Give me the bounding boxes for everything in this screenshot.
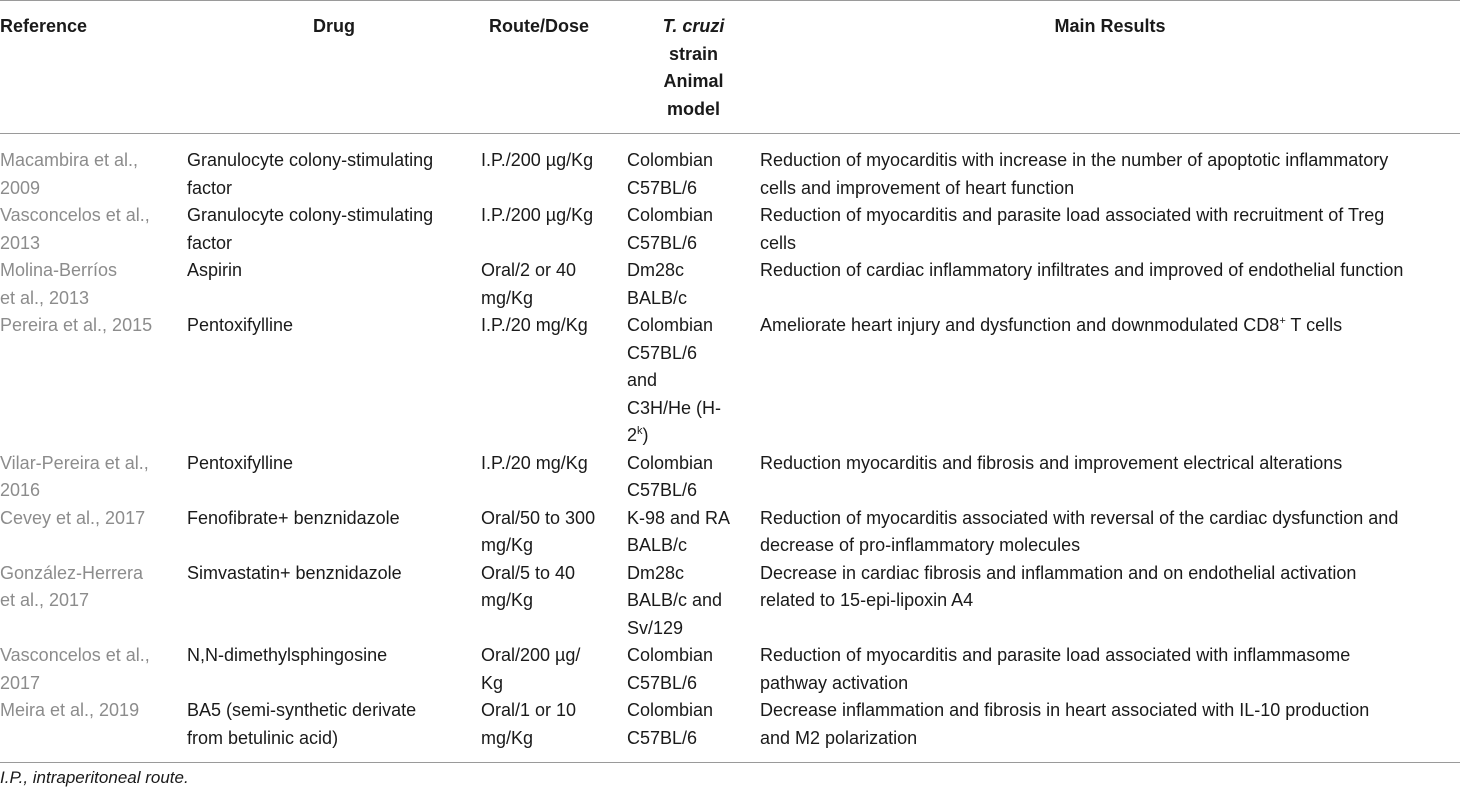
- cell-line: Reduction of myocarditis and parasite load associated with recruitment of Treg: [760, 205, 1385, 225]
- cell-line: Reduction of myocarditis and parasite load associated with inflammasome: [760, 645, 1351, 665]
- cell-line: Ameliorate heart injury and dysfunction and downmodulated CD8: [760, 315, 1280, 335]
- cell-line: Colombian: [627, 452, 714, 473]
- cell-line: C57BL/6: [627, 727, 698, 748]
- cell-line: Oral/2 or 40: [481, 260, 577, 280]
- cell-drug: [187, 697, 481, 763]
- cell-route: [481, 505, 627, 560]
- cell-line: Granulocyte colony-stimulating: [187, 205, 434, 225]
- superscript: k: [637, 425, 643, 437]
- cell-route: [481, 697, 627, 763]
- header-drug: Drug: [313, 16, 355, 36]
- cell-line: I.P./20 mg/Kg: [481, 315, 588, 335]
- table-body: [0, 134, 1460, 763]
- cell-line: Oral/5 to 40: [481, 562, 576, 583]
- cell-reference: [0, 257, 187, 312]
- cell-results: [760, 505, 1460, 560]
- header-strain-word: strain: [668, 43, 719, 64]
- table-row: [0, 560, 1460, 643]
- cell-drug: [187, 560, 481, 643]
- cell-line: mg/Kg: [481, 535, 534, 555]
- cell-reference: [0, 560, 187, 643]
- cell-drug: [187, 257, 481, 312]
- cell-line: González-Herrera: [0, 562, 144, 583]
- cell-line: pathway activation: [760, 672, 909, 693]
- cell-line: Cevey et al., 2017: [0, 507, 146, 528]
- cell-strain: [627, 505, 760, 560]
- cell-line: Oral/1 or 10: [481, 700, 577, 720]
- header-strain-model: [627, 1, 760, 134]
- table-row: [0, 450, 1460, 505]
- table-row: [0, 257, 1460, 312]
- cell-line: Molina-Berríos: [0, 260, 118, 280]
- cell-results: [760, 257, 1460, 312]
- cell-results: [760, 312, 1460, 450]
- cell-line: Decrease in cardiac fibrosis and inflammation and on endothelial activation: [760, 562, 1357, 583]
- cell-line: K-98 and RA: [627, 507, 731, 528]
- table-row: [0, 312, 1460, 450]
- table-row: [0, 202, 1460, 257]
- cell-line: cells: [760, 232, 797, 253]
- cell-drug: [187, 202, 481, 257]
- cell-results: [760, 134, 1460, 203]
- cell-line: Vasconcelos et al.,: [0, 645, 150, 665]
- cell-reference: [0, 450, 187, 505]
- cell-strain: [627, 312, 760, 450]
- cell-line: ): [642, 425, 649, 445]
- cell-line: decrease of pro-inflammatory molecules: [760, 535, 1081, 555]
- cell-line: Dm28c: [627, 562, 685, 583]
- cell-strain: [627, 697, 760, 763]
- table-row: [0, 642, 1460, 697]
- cell-line: C3H/He (H-: [627, 397, 722, 418]
- cell-line: Reduction myocarditis and fibrosis and improvement electrical alterations: [760, 452, 1343, 473]
- cell-line: Vasconcelos et al.,: [0, 205, 150, 225]
- header-row: [0, 1, 1460, 134]
- cell-line: and M2 polarization: [760, 727, 918, 748]
- cell-line: Dm28c: [627, 260, 685, 280]
- cell-results: [760, 202, 1460, 257]
- cell-line: Reduction of myocarditis with increase in the number of apoptotic inflammatory: [760, 150, 1389, 170]
- cell-line: C57BL/6: [627, 232, 698, 253]
- cell-line: Colombian: [627, 645, 714, 665]
- header-route-dose: Route/Dose: [489, 16, 590, 36]
- cell-drug: [187, 642, 481, 697]
- cell-route: [481, 134, 627, 203]
- header-reference: Reference: [0, 16, 88, 36]
- cell-line: Decrease inflammation and fibrosis in heart associated with IL-10 production: [760, 700, 1370, 720]
- cell-line: Colombian: [627, 315, 714, 335]
- cell-line: Fenofibrate+ benznidazole: [187, 507, 400, 528]
- cell-line: BALB/c: [627, 535, 688, 555]
- cell-line: et al., 2017: [0, 590, 90, 610]
- table-row: [0, 697, 1460, 763]
- cell-line: Granulocyte colony-stimulating: [187, 150, 434, 170]
- cell-line: mg/Kg: [481, 727, 534, 748]
- cell-route: [481, 312, 627, 450]
- cell-line: et al., 2013: [0, 287, 90, 308]
- cell-line: related to 15-epi-lipoxin A4: [760, 590, 974, 610]
- cell-route: [481, 450, 627, 505]
- superscript: +: [1279, 315, 1286, 327]
- cell-line: I.P./20 mg/Kg: [481, 452, 588, 473]
- cell-line: cells and improvement of heart function: [760, 177, 1075, 198]
- cell-strain: [627, 560, 760, 643]
- cell-reference: [0, 134, 187, 203]
- cell-reference: [0, 505, 187, 560]
- cell-strain: [627, 642, 760, 697]
- cell-drug: [187, 134, 481, 203]
- cell-line: 2: [627, 425, 638, 445]
- cell-line: C57BL/6: [627, 672, 698, 693]
- cell-line: Pereira et al., 2015: [0, 315, 153, 335]
- cell-line: mg/Kg: [481, 287, 534, 308]
- cell-results: [760, 560, 1460, 643]
- table-header: [0, 1, 1460, 134]
- cell-line: 2009: [0, 177, 41, 198]
- cell-route: [481, 202, 627, 257]
- cell-drug: [187, 312, 481, 450]
- cell-line: Vilar-Pereira et al.,: [0, 452, 149, 473]
- cell-strain: [627, 134, 760, 203]
- cell-line: mg/Kg: [481, 590, 534, 610]
- cell-reference: [0, 202, 187, 257]
- header-main-results: Main Results: [1054, 16, 1166, 36]
- cell-results: [760, 697, 1460, 763]
- header-animal-word: Animal: [663, 71, 724, 91]
- cell-line: Oral/50 to 300: [481, 507, 596, 528]
- cell-reference: [0, 642, 187, 697]
- cell-line: Aspirin: [187, 260, 243, 280]
- cell-line: Colombian: [627, 700, 714, 720]
- cell-results: [760, 642, 1460, 697]
- cell-route: [481, 642, 627, 697]
- cell-line: Macambira et al.,: [0, 150, 139, 170]
- cell-line: Oral/200 µg/: [481, 645, 581, 665]
- cell-line: 2016: [0, 480, 41, 500]
- cell-line: BALB/c: [627, 287, 688, 308]
- cell-line: factor: [187, 232, 233, 253]
- cell-reference: [0, 312, 187, 450]
- cell-line: Colombian: [627, 205, 714, 225]
- cell-line: Reduction of cardiac inflammatory infiltrates and improved of endothelial function: [760, 260, 1404, 280]
- cell-line: T cells: [1285, 315, 1343, 335]
- cell-line: Meira et al., 2019: [0, 700, 140, 720]
- cell-line: Reduction of myocarditis associated with reversal of the cardiac dysfunction and: [760, 507, 1399, 528]
- cell-line: Colombian: [627, 150, 714, 170]
- cell-line: BALB/c and: [627, 590, 723, 610]
- cell-line: C57BL/6: [627, 480, 698, 500]
- cell-route: [481, 560, 627, 643]
- cell-drug: [187, 505, 481, 560]
- cell-reference: [0, 697, 187, 763]
- cell-line: Kg: [481, 672, 504, 693]
- cell-line: Pentoxifylline: [187, 452, 294, 473]
- header-model-word: model: [666, 98, 720, 119]
- table-row: [0, 134, 1460, 203]
- cell-route: [481, 257, 627, 312]
- cell-strain: [627, 257, 760, 312]
- header-strain-species: T. cruzi: [662, 16, 725, 36]
- cell-strain: [627, 202, 760, 257]
- cell-line: I.P./200 µg/Kg: [481, 205, 594, 225]
- cell-line: from betulinic acid): [187, 727, 339, 748]
- cell-line: 2013: [0, 232, 41, 253]
- cell-line: 2017: [0, 672, 41, 693]
- cell-drug: [187, 450, 481, 505]
- cell-line: C57BL/6: [627, 342, 698, 363]
- cell-line: BA5 (semi-synthetic derivate: [187, 700, 417, 720]
- cell-line: N,N-dimethylsphingosine: [187, 645, 388, 665]
- cell-line: I.P./200 µg/Kg: [481, 150, 594, 170]
- table-row: [0, 505, 1460, 560]
- cell-line: Pentoxifylline: [187, 315, 294, 335]
- cell-results: [760, 450, 1460, 505]
- table-footnote: I.P., intraperitoneal route.: [0, 768, 189, 787]
- cell-line: Sv/129: [627, 617, 684, 638]
- cell-strain: [627, 450, 760, 505]
- cell-line: factor: [187, 177, 233, 198]
- cell-line: C57BL/6: [627, 177, 698, 198]
- cell-line: and: [627, 370, 658, 390]
- cell-line: Simvastatin+ benznidazole: [187, 562, 402, 583]
